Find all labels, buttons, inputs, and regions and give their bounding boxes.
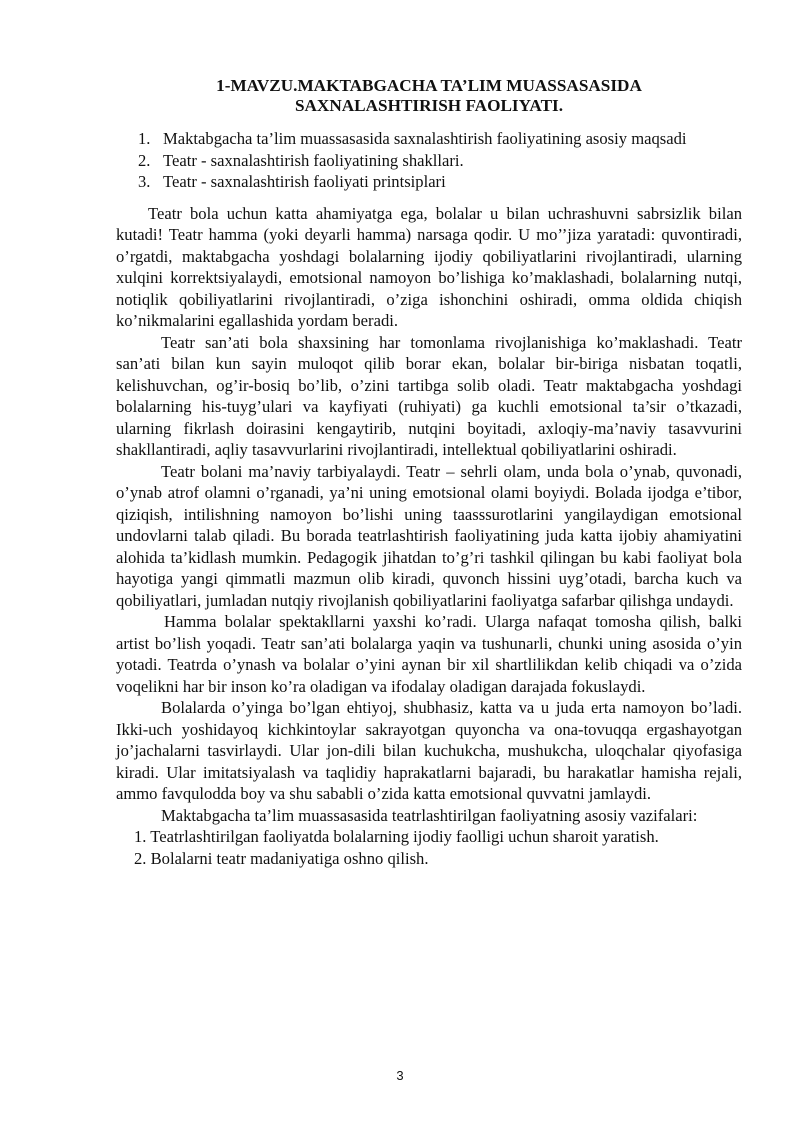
title-line-2: SAXNALASHTIRISH FAOLIYATI. [294,96,564,115]
page-number: 3 [396,1068,404,1083]
outline-number: 2. [138,150,151,170]
tasks-list [116,826,742,869]
task-item: 1. Teatrlashtirilgan faoliyatda bolalarning ijodiy faolligi uchun sharoit yaratish. [134,827,659,846]
topic-outline [116,128,742,193]
outline-text: Teatr - saxnalashtirish faoliyati printsiplari [163,172,446,191]
paragraph: Teatr bolani ma’naviy tarbiyalaydi. Teatr – sehrli olam, unda bola o’ynab, quvonadi, o’ynab atrof olamni o’rganadi, ya’ni uning emotsional olami boyiydi. Bolada ijodga e’tibor, qiziqish, intilishning namoyon bo’lishi uning taasssurotlarini yangilaydigan emotsional undovlarni talab qiladi. Bu borada teatrlashtirish faoliyatining juda katta ijobiy ahamiyatini alohida ta’kidlash mumkin. Pedagogik jihatdan to’g’ri tashkil qilingan bu kabi faoliyat bola hayotiga yangi qimmatli mazmun olib kiradi, quvonch hissini uyg’otadi, barcha kuch va qobiliyatlari, jumladan nutqiy rivojlanish qobiliyatlarini faoliyatga safarbar qilishga undaydi. [116,461,742,610]
paragraph: Bolalarda o’yinga bo’lgan ehtiyoj, shubhasiz, katta va u juda erta namoyon bo’ladi. Ikki-uch yoshidayoq kichkintoylar sakrayotgan quyoncha va ona-tovuqqa ergashayotgan jo’jachalarni tasvirlaydi. Ular jon-dili bilan kuchukcha, mushukcha, uloqchalar qiyofasiga kiradi. Ular imitatsiyalash va taqlidiy haprakatlarni bajaradi, bu harakatlar hamisha rejali, ammo favqulodda boy va shu sababli o’zida katta emotsional quvvatni jamlaydi. [116,698,742,803]
outline-item [138,171,742,193]
document-page [116,76,742,869]
paragraph: Teatr bola uchun katta ahamiyatga ega, bolalar u bilan uchrashuvni sabrsizlik bilan kutadi! Teatr hamma (yoki deyarli hamma) narsaga qodir. U mo’’jiza yaratadi: quvontiradi, o’rgatdi, maktabgacha yoshdagi bolalarning ijodiy qobiliyatlarini rivojlantiradi, ularning xulqini korrektsiyalaydi, emotsional namoyon bo’lishiga ko’maklashadi, bolalarning nutqi, notiqlik qobiliyatlarini rivojlantiradi, o’ziga ishonchini oshiradi, omma oldida chiqish ko’nikmalarini egallashida yordam beradi. [116,203,742,330]
body-text [116,203,742,870]
outline-item [138,150,742,172]
title-line-1: 1-MAVZU.MAKTABGACHA TA’LIM MUASSASASIDA [216,76,642,95]
paragraph: Hamma bolalar spektakllarni yaxshi ko’radi. Ularga nafaqat tomosha qilish, balki artist bo’lish yoqadi. Teatr san’ati bolalarga yaqin va tushunarli, chunki uning asosida o’yin yotadi. Teatrda o’ynash va bolalar o’yini aynan bir xil shartlilikdan kelib chiqadi va o’zida voqelikni har bir inson ko’ra oladigan va ifodalay oladigan darajada fokuslaydi. [116,612,742,696]
outline-text: Maktabgacha ta’lim muassasasida saxnalashtirish faoliyatining asosiy maqsadi [163,129,687,148]
paragraph: Teatr san’ati bola shaxsining har tomonlama rivojlanishiga ko’maklashadi. Teatr san’ati bilan kun sayin muloqot qilib borar ekan, bolalar bir-biriga nisbatan toqatli, kelishuvchan, og’ir-bosiq bo’lib, o’zini tartibga solib oladi. Teatr maktabgacha yoshdagi bolalarning his-tuyg’ulari va kayfiyati (ruhiyati) ga kuchli emotsional ta’sir o’tkazadi, ularning fikrlash doirasini kengaytirib, nutqini boyitadi, axloqiy-ma’naviy tasavvurini shakllantiradi, aqliy tasavvurlarini rivojlantiradi, intellektual qobiliyatlarini oshiradi. [116,332,742,459]
lesson-title [116,76,742,116]
task-item: 2. Bolalarni teatr madaniyatiga oshno qilish. [134,848,429,868]
outline-number: 1. [138,129,151,148]
outline-number: 3. [138,172,151,191]
outline-item [138,128,742,150]
outline-text: Teatr - saxnalashtirish faoliyatining shakllari. [163,150,464,170]
paragraph: Maktabgacha ta’lim muassasasida teatrlashtirilgan faoliyatning asosiy vazifalari: [161,805,698,825]
